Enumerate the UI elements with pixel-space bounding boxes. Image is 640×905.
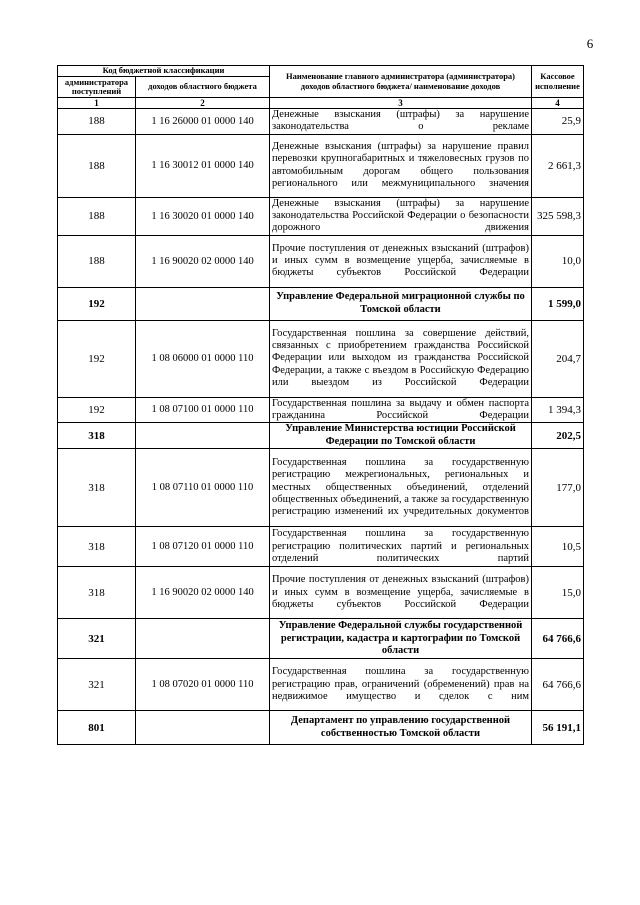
header-admin-name: Наименование главного администратора (администратора) доходов областного бюджета/ наименование доходов	[270, 66, 532, 98]
revenue-code-cell: 1 08 06000 01 0000 110	[136, 320, 270, 397]
revenue-code-cell: 1 16 30012 01 0000 140	[136, 134, 270, 197]
amount-cell: 177,0	[532, 449, 584, 527]
admin-code-cell: 192	[58, 397, 136, 423]
admin-code-cell: 188	[58, 235, 136, 287]
table-row-section	[58, 287, 584, 320]
name-cell: Государственная пошлина за выдачу и обмен паспорта гражданина Российской Федерации	[270, 397, 532, 423]
revenue-code-cell	[136, 711, 270, 745]
table-row	[58, 397, 584, 423]
table-row	[58, 527, 584, 567]
name-cell: Прочие поступления от денежных взысканий (штрафов) и иных сумм в возмещение ущерба, зачисляемые в бюджеты субъектов Российской Федерации	[270, 567, 532, 619]
table-row	[58, 197, 584, 235]
table-row	[58, 659, 584, 711]
admin-code-cell: 321	[58, 659, 136, 711]
header-num-2: 2	[136, 98, 270, 109]
name-cell: Денежные взыскания (штрафы) за нарушение правил перевозки крупногабаритных и тяжеловесных грузов по автомобильным дорогам общего пользования регионального или межмуниципального значения	[270, 134, 532, 197]
table-row-section	[58, 423, 584, 449]
amount-cell: 56 191,1	[532, 711, 584, 745]
name-cell: Денежные взыскания (штрафы) за нарушение законодательства о рекламе	[270, 109, 532, 135]
admin-code-cell: 318	[58, 527, 136, 567]
header-num-3: 3	[270, 98, 532, 109]
header-num-1: 1	[58, 98, 136, 109]
revenue-code-cell: 1 16 90020 02 0000 140	[136, 567, 270, 619]
table-row	[58, 134, 584, 197]
revenue-code-cell: 1 08 07110 01 0000 110	[136, 449, 270, 527]
table-row	[58, 235, 584, 287]
admin-code-cell: 801	[58, 711, 136, 745]
admin-code-cell: 318	[58, 449, 136, 527]
header-num-4: 4	[532, 98, 584, 109]
admin-code-cell: 192	[58, 287, 136, 320]
amount-cell: 64 766,6	[532, 619, 584, 659]
name-cell: Государственная пошлина за совершение действий, связанных с приобретением гражданства Российской Федерации или выходом из гражданства Российской Федерации, а также с въездом в Российскую Федерацию или выездом из Российской Федерации	[270, 320, 532, 397]
amount-cell: 10,5	[532, 527, 584, 567]
admin-code-cell: 192	[58, 320, 136, 397]
admin-code-cell: 321	[58, 619, 136, 659]
revenue-code-cell	[136, 423, 270, 449]
page-number: 6	[586, 36, 594, 51]
name-cell: Управление Федеральной службы государственной регистрации, кадастра и картографии по Томской области	[270, 619, 532, 659]
table-row-section	[58, 619, 584, 659]
header-cash-execution: Кассовое исполнение	[532, 66, 584, 98]
table-body	[58, 109, 584, 745]
name-cell: Государственная пошлина за государственную регистрацию межрегиональных, региональных и местных общественных объединений, отделений общественных объединений, а также за государственную регистрацию изменений их учредительных документов	[270, 449, 532, 527]
revenue-code-cell: 1 08 07120 01 0000 110	[136, 527, 270, 567]
amount-cell: 15,0	[532, 567, 584, 619]
admin-code-cell: 188	[58, 109, 136, 135]
name-cell: Прочие поступления от денежных взысканий (штрафов) и иных сумм в возмещение ущерба, зачисляемые в бюджеты субъектов Российской Федерации	[270, 235, 532, 287]
name-cell: Управление Министерства юстиции Российской Федерации по Томской области	[270, 423, 532, 449]
header-admin-code: администратора поступлений	[58, 77, 136, 98]
table-row	[58, 320, 584, 397]
amount-cell: 64 766,6	[532, 659, 584, 711]
revenue-code-cell	[136, 287, 270, 320]
revenue-table	[57, 65, 584, 745]
amount-cell: 25,9	[532, 109, 584, 135]
amount-cell: 202,5	[532, 423, 584, 449]
admin-code-cell: 318	[58, 567, 136, 619]
revenue-code-cell: 1 16 90020 02 0000 140	[136, 235, 270, 287]
amount-cell: 1 599,0	[532, 287, 584, 320]
header-classification-code: Код бюджетной классификации	[58, 66, 270, 77]
revenue-code-cell: 1 08 07020 01 0000 110	[136, 659, 270, 711]
amount-cell: 1 394,3	[532, 397, 584, 423]
revenue-code-cell: 1 16 26000 01 0000 140	[136, 109, 270, 135]
revenue-code-cell: 1 16 30020 01 0000 140	[136, 197, 270, 235]
header-revenue-code: доходов областного бюджета	[136, 77, 270, 98]
amount-cell: 204,7	[532, 320, 584, 397]
name-cell: Государственная пошлина за государственную регистрацию прав, ограничений (обременений) прав на недвижимое имущество и сделок с ним	[270, 659, 532, 711]
admin-code-cell: 188	[58, 134, 136, 197]
name-cell: Государственная пошлина за государственную регистрацию политических партий и региональных отделений политических партий	[270, 527, 532, 567]
admin-code-cell: 188	[58, 197, 136, 235]
table-row	[58, 449, 584, 527]
amount-cell: 10,0	[532, 235, 584, 287]
table-row	[58, 567, 584, 619]
name-cell: Денежные взыскания (штрафы) за нарушение законодательства Российской Федерации о безопасности дорожного движения	[270, 197, 532, 235]
name-cell: Департамент по управлению государственной собственностью Томской области	[270, 711, 532, 745]
revenue-code-cell: 1 08 07100 01 0000 110	[136, 397, 270, 423]
table-row	[58, 109, 584, 135]
amount-cell: 325 598,3	[532, 197, 584, 235]
admin-code-cell: 318	[58, 423, 136, 449]
amount-cell: 2 661,3	[532, 134, 584, 197]
name-cell: Управление Федеральной миграционной службы по Томской области	[270, 287, 532, 320]
table-row-section	[58, 711, 584, 745]
revenue-code-cell	[136, 619, 270, 659]
